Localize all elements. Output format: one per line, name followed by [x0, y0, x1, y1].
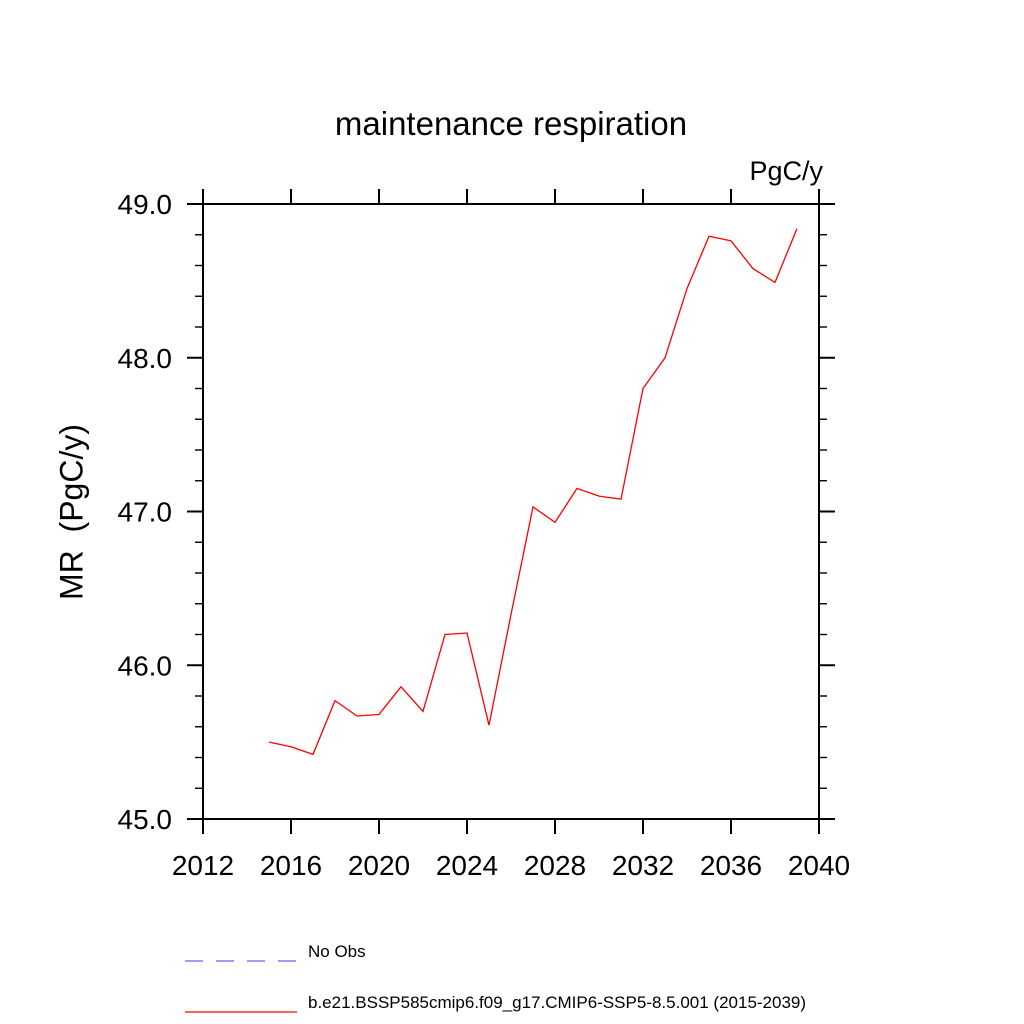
y-axis-title: MR (PgC/y)	[53, 424, 90, 600]
legend-swatch-no-obs	[185, 950, 297, 968]
legend-swatch-series	[185, 1001, 297, 1019]
x-tick-label: 2028	[523, 850, 587, 881]
x-tick-label: 2032	[611, 850, 675, 881]
unit-label: PgC/y	[749, 156, 823, 186]
x-tick-label: 2024	[435, 850, 499, 881]
y-tick-label: 49.0	[117, 189, 172, 220]
legend-label-no-obs: No Obs	[308, 942, 366, 961]
chart-title: maintenance respiration	[334, 105, 688, 142]
y-tick-label: 47.0	[117, 496, 172, 528]
x-tick-label: 2012	[171, 850, 235, 881]
y-tick-label: 45.0	[117, 804, 172, 835]
x-tick-label: 2040	[787, 850, 851, 881]
y-tick-label: 48.0	[117, 342, 172, 374]
legend-label-series: b.e21.BSSP585cmip6.f09_g17.CMIP6-SSP5-8.5.001 (2015-2039)	[308, 993, 807, 1012]
x-tick-label: 2020	[347, 850, 411, 881]
x-tick-label: 2016	[259, 850, 323, 881]
y-tick-label: 46.0	[117, 650, 172, 682]
x-tick-label: 2036	[699, 850, 763, 881]
axis-frame	[203, 204, 819, 819]
series-line	[269, 229, 797, 755]
